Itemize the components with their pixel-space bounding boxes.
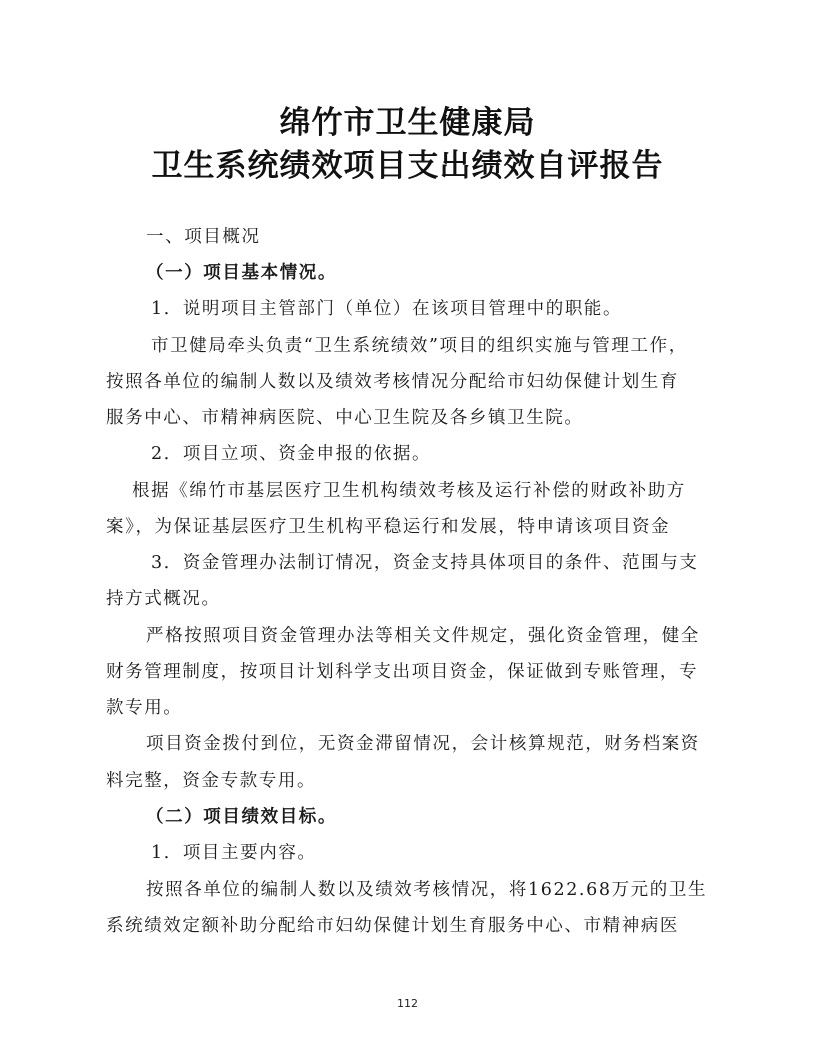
item-title: 1．说明项目主管部门（单位）在该项目管理中的职能。 <box>151 299 623 319</box>
item-title: 3．资金管理办法制订情况，资金支持具体项目的条件、范围与支 <box>151 553 699 573</box>
paragraph-line: 严格按照项目资金管理办法等相关文件规定，强化资金管理，健全 <box>146 626 700 646</box>
page-number: 112 <box>397 997 418 1010</box>
paragraph-line: 款专用。 <box>106 698 183 718</box>
paragraph-line: 按照各单位的编制人数以及绩效考核情况，将1622.68万元的卫生 <box>146 880 708 900</box>
document-title-line1: 绵竹市卫生健康局 <box>279 105 536 141</box>
section-heading: 一、项目概况 <box>146 227 261 247</box>
document-title-line2: 卫生系统绩效项目支出绩效自评报告 <box>151 148 664 184</box>
item-title: 1．项目主要内容。 <box>151 843 317 863</box>
paragraph-line: 案》，为保证基层医疗卫生机构平稳运行和发展，特申请该项目资金 <box>106 517 671 537</box>
paragraph-line: 市卫健局牵头负责“卫生系统绩效”项目的组织实施与管理工作， <box>151 336 688 356</box>
subsection-heading: （一）项目基本情况。 <box>146 263 337 283</box>
subsection-heading: （二）项目绩效目标。 <box>146 807 337 827</box>
paragraph-line: 系统绩效定额补助分配给市妇幼保健计划生育服务中心、市精神病医 <box>106 916 679 936</box>
paragraph-line: 财务管理制度，按项目计划科学支出项目资金，保证做到专账管理，专 <box>106 662 699 682</box>
item-title-continuation: 持方式概况。 <box>106 589 221 609</box>
paragraph-line: 料完整，资金专款专用。 <box>106 771 317 791</box>
paragraph-line: 项目资金拨付到位，无资金滞留情况，会计核算规范，财务档案资 <box>146 734 700 754</box>
item-title: 2．项目立项、资金申报的依据。 <box>151 444 432 464</box>
paragraph-line: 按照各单位的编制人数以及绩效考核情况分配给市妇幼保健计划生育 <box>106 372 679 392</box>
paragraph-line: 服务中心、市精神病医院、中心卫生院及各乡镇卫生院。 <box>106 408 584 428</box>
paragraph-line: 根据《绵竹市基层医疗卫生机构绩效考核及运行补偿的财政补助方 <box>132 481 686 501</box>
